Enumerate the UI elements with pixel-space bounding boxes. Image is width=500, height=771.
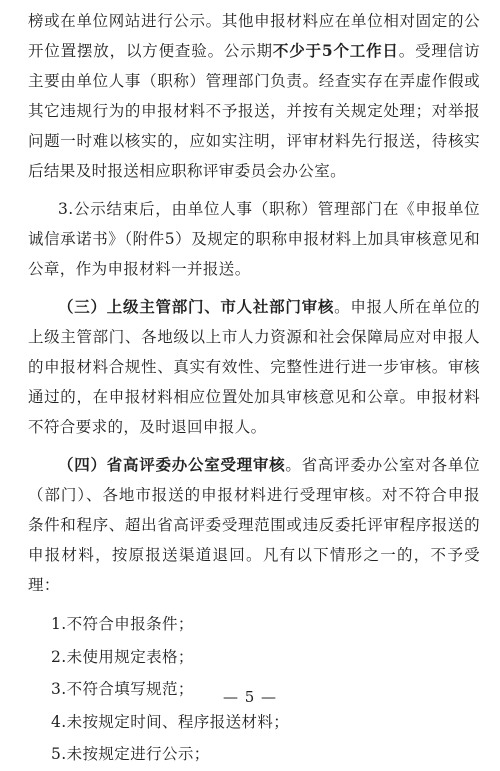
bold-emphasis: 不少于5个工作日 xyxy=(272,41,399,60)
page-number: — 5 — xyxy=(222,688,278,706)
paragraph-text: 。省高评委办公室对各单位（部门）、各地市报送的申报材料进行受理审核。对不符合申报条件和程序、超出省高评委受理范围或违反委托评审程序报送的申报材料，按原报送渠道退回。凡有以下情形之一的，不予受理： xyxy=(28,456,480,594)
paragraph-section-4 xyxy=(28,450,480,600)
paragraph-text: 3.公示结束后，由单位人事（职称）管理部门在《申报单位诚信承诺书》（附件5）及规定的职称申报材料上加具审核意见和公章，作为申报材料一并报送。 xyxy=(28,200,480,278)
list-item: 2.未使用规定表格； xyxy=(51,647,194,666)
paragraph-section-3 xyxy=(28,292,480,442)
document-body xyxy=(28,6,480,771)
list-item: 3.不符合填写规范； xyxy=(51,680,194,698)
paragraph-item-3 xyxy=(28,194,480,284)
list-item: 1.不符合申报条件； xyxy=(51,615,194,633)
section-heading-3: （三）上级主管部门、市人社部门审核 xyxy=(58,297,335,316)
paragraph-text: 榜或在单位网站进行公示。其他申报材料应在单位相对固定的公开位置摆放，以方便查验。公示期 xyxy=(28,12,480,60)
paragraph-text: 。受理信访主要由单位人事（职称）管理部门负责。经查实存在弄虚作假或其它违规行为的申报材料不予报送，并按有关规定处理；对举报问题一时难以核实的，应如实注明，评审材料先行报送，待核实后结果及时报送相应职称评审委员会办公室。 xyxy=(28,42,480,180)
list-item: 4.未按规定时间、程序报送材料； xyxy=(51,712,290,731)
list-item: 5.未按规定进行公示； xyxy=(51,745,210,763)
paragraph-publicity xyxy=(28,6,480,186)
section-heading-4: （四）省高评委办公室受理审核 xyxy=(58,455,286,474)
paragraph-text: 。申报人所在单位的上级主管部门、各地级以上市人力资源和社会保障局应对申报人的申报材料合规性、真实有效性、完整性进行进一步审核。审核通过的，在申报材料相应位置处加具审核意见和公章。申报材料不符合要求的，及时退回申报人。 xyxy=(28,298,480,436)
